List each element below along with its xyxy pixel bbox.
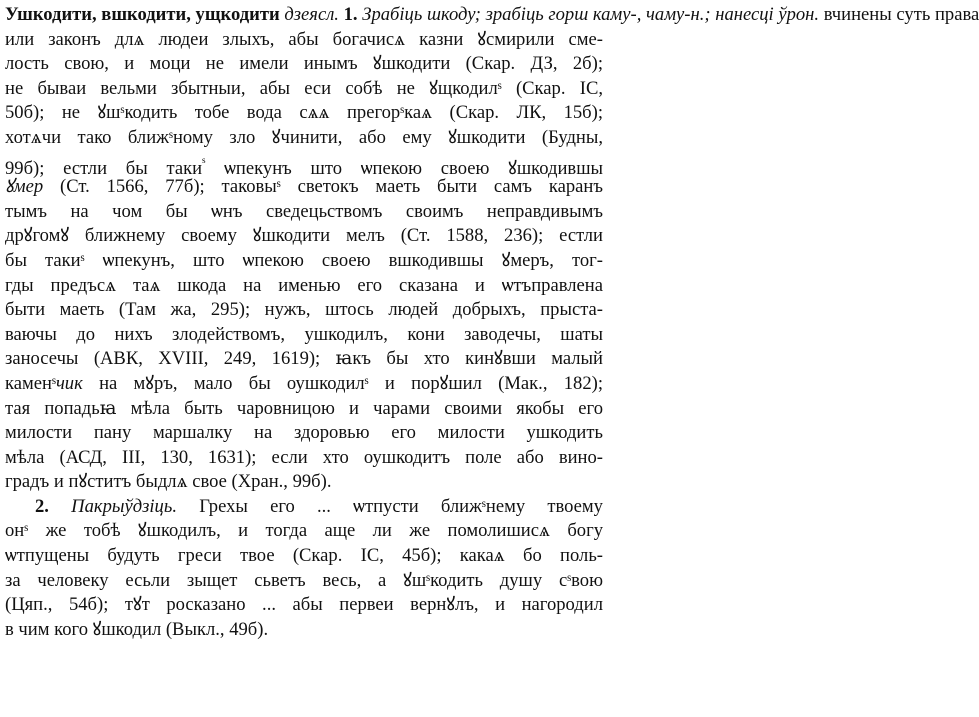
text-line	[5, 101, 603, 126]
quote-text: (Цяп., 54б); тꙋт росказано ... абы первеи вернꙋлъ, и нагородил	[5, 594, 603, 616]
sense-number-1: 1.	[343, 4, 358, 25]
quote-text: бы такиˢ ѡпекунъ, што ѡпекою своею вшкодившы ꙋмеръ, тог-	[5, 249, 603, 271]
text-line	[5, 495, 603, 520]
quote-text: ваючы до нихъ злодействомъ, ушкодилъ, кони заводечы, шаты	[5, 323, 603, 345]
sense-1-gloss: Зрабіць шкоду; зрабіць горш каму-, чаму-н.; нанесці ўрон.	[362, 4, 820, 25]
quote-text: дрꙋгомꙋ ближнему своему ꙋшкодити мелъ (Ст. 1588, 236); естли	[5, 225, 603, 247]
sense-2-gloss: Пакрыўдзіць.	[71, 495, 177, 517]
text-line	[5, 274, 603, 299]
text-line	[5, 77, 603, 102]
quote-text: на мꙋръ, мало бы оушкодилˢ и порꙋшил	[99, 372, 482, 394]
quote-word-italic: чик	[55, 372, 83, 394]
text-line	[5, 151, 604, 179]
quote-text: тымъ на чом бы ѡнъ сведецьствомъ своимъ неправдивымъ	[5, 200, 603, 222]
text-line	[5, 544, 603, 569]
superscript-mark: ˢ	[202, 153, 206, 171]
text-line	[5, 593, 603, 618]
text-line	[5, 249, 603, 274]
quote-text: заносечы (АВК, XVIII, 249, 1619); ꙗкъ бы хто кинꙋвши малый	[5, 348, 603, 370]
quote-text: ѡтпущены будуть греси твое (Скар. ІС, 45б); какаѧ бо поль-	[5, 545, 603, 567]
quote-text: или законъ длѧ людеи злыхъ, абы богачисѧ казни ꙋсмирили сме-	[5, 28, 603, 50]
quote-text: вчинены суть права	[823, 4, 979, 25]
text-line	[5, 470, 603, 495]
sense-number-2: 2.	[35, 495, 49, 517]
quote-text: (Мак., 182);	[498, 372, 603, 394]
text-line	[5, 126, 603, 151]
text-line	[5, 421, 603, 446]
quote-word-italic: ꙋмер	[5, 176, 44, 198]
text-line	[5, 569, 603, 594]
quote-text: милости пану маршалку на здоровью его милости ушкодить	[5, 422, 603, 444]
quote-text: градъ и пꙋститъ быдлѧ свое (Хран., 99б).	[5, 471, 332, 493]
quote-text: за человеку есьли зыщет сьветъ весь, а ꙋшˢкодить душу сˢвою	[5, 569, 603, 591]
quote-text: тая попадьꙗ мѣла быть чаровницою и чарами своими якобы его	[5, 397, 603, 419]
text-line	[5, 372, 603, 397]
text-line	[5, 618, 603, 643]
text-line	[5, 224, 603, 249]
quote-text: не бываи вельми збытныи, абы еси собѣ не ꙋщкодилˢ (Скар. ІС,	[5, 77, 603, 99]
quote-text: лость свою, и моци не имели инымъ ꙋшкодити (Скар. ДЗ, 2б);	[5, 53, 603, 75]
text-line	[5, 3, 979, 28]
text-line	[5, 446, 603, 471]
quote-text: каменˢ	[5, 372, 56, 394]
headword: Ушкодити, вшкодити, ущкодити	[5, 4, 280, 25]
text-line	[5, 298, 603, 323]
text-line	[5, 397, 603, 422]
text-line	[5, 175, 603, 200]
text-line	[5, 200, 603, 225]
quote-text: 50б); не ꙋшˢкодить тобе вода сѧѧ прегорˢкаѧ (Скар. ЛК, 15б);	[5, 102, 603, 124]
text-line	[5, 52, 603, 77]
quote-text: (Ст. 1566, 77б); таковыˢ светокъ маеть быти самъ каранъ	[60, 176, 603, 198]
quote-text: Грехы его ... ѡтпусти ближˢнему твоему	[199, 495, 603, 517]
quote-text: 99б); естли бы таки	[5, 157, 203, 179]
text-line	[5, 323, 603, 348]
quote-text: в чим кого ꙋшкодил (Выкл., 49б).	[5, 618, 269, 640]
text-line	[5, 519, 603, 544]
quote-text: быти маеть (Там жа, 295); нужъ, штось людей добрыхъ, прыста-	[5, 299, 603, 321]
quote-text: хотѧчи тако ближˢному зло ꙋчинити, або ему ꙋшкодити (Будны,	[5, 126, 603, 148]
quote-text: мѣла (АСД, III, 130, 1631); если хто оушкодитъ поле або вино-	[5, 446, 603, 468]
quote-text: онˢ же тобѣ ꙋшкодилъ, и тогда аще ли же помолишисѧ богу	[5, 520, 603, 542]
grammar-label: дзеясл.	[284, 4, 339, 25]
quote-text: гды предъсѧ таѧ шкода на именью его сказана и ѡтъправлена	[5, 274, 603, 296]
quote-text: ѡпекунъ што ѡпекою своею ꙋшкодившы	[224, 157, 604, 179]
text-line	[5, 28, 603, 53]
text-line	[5, 347, 603, 372]
